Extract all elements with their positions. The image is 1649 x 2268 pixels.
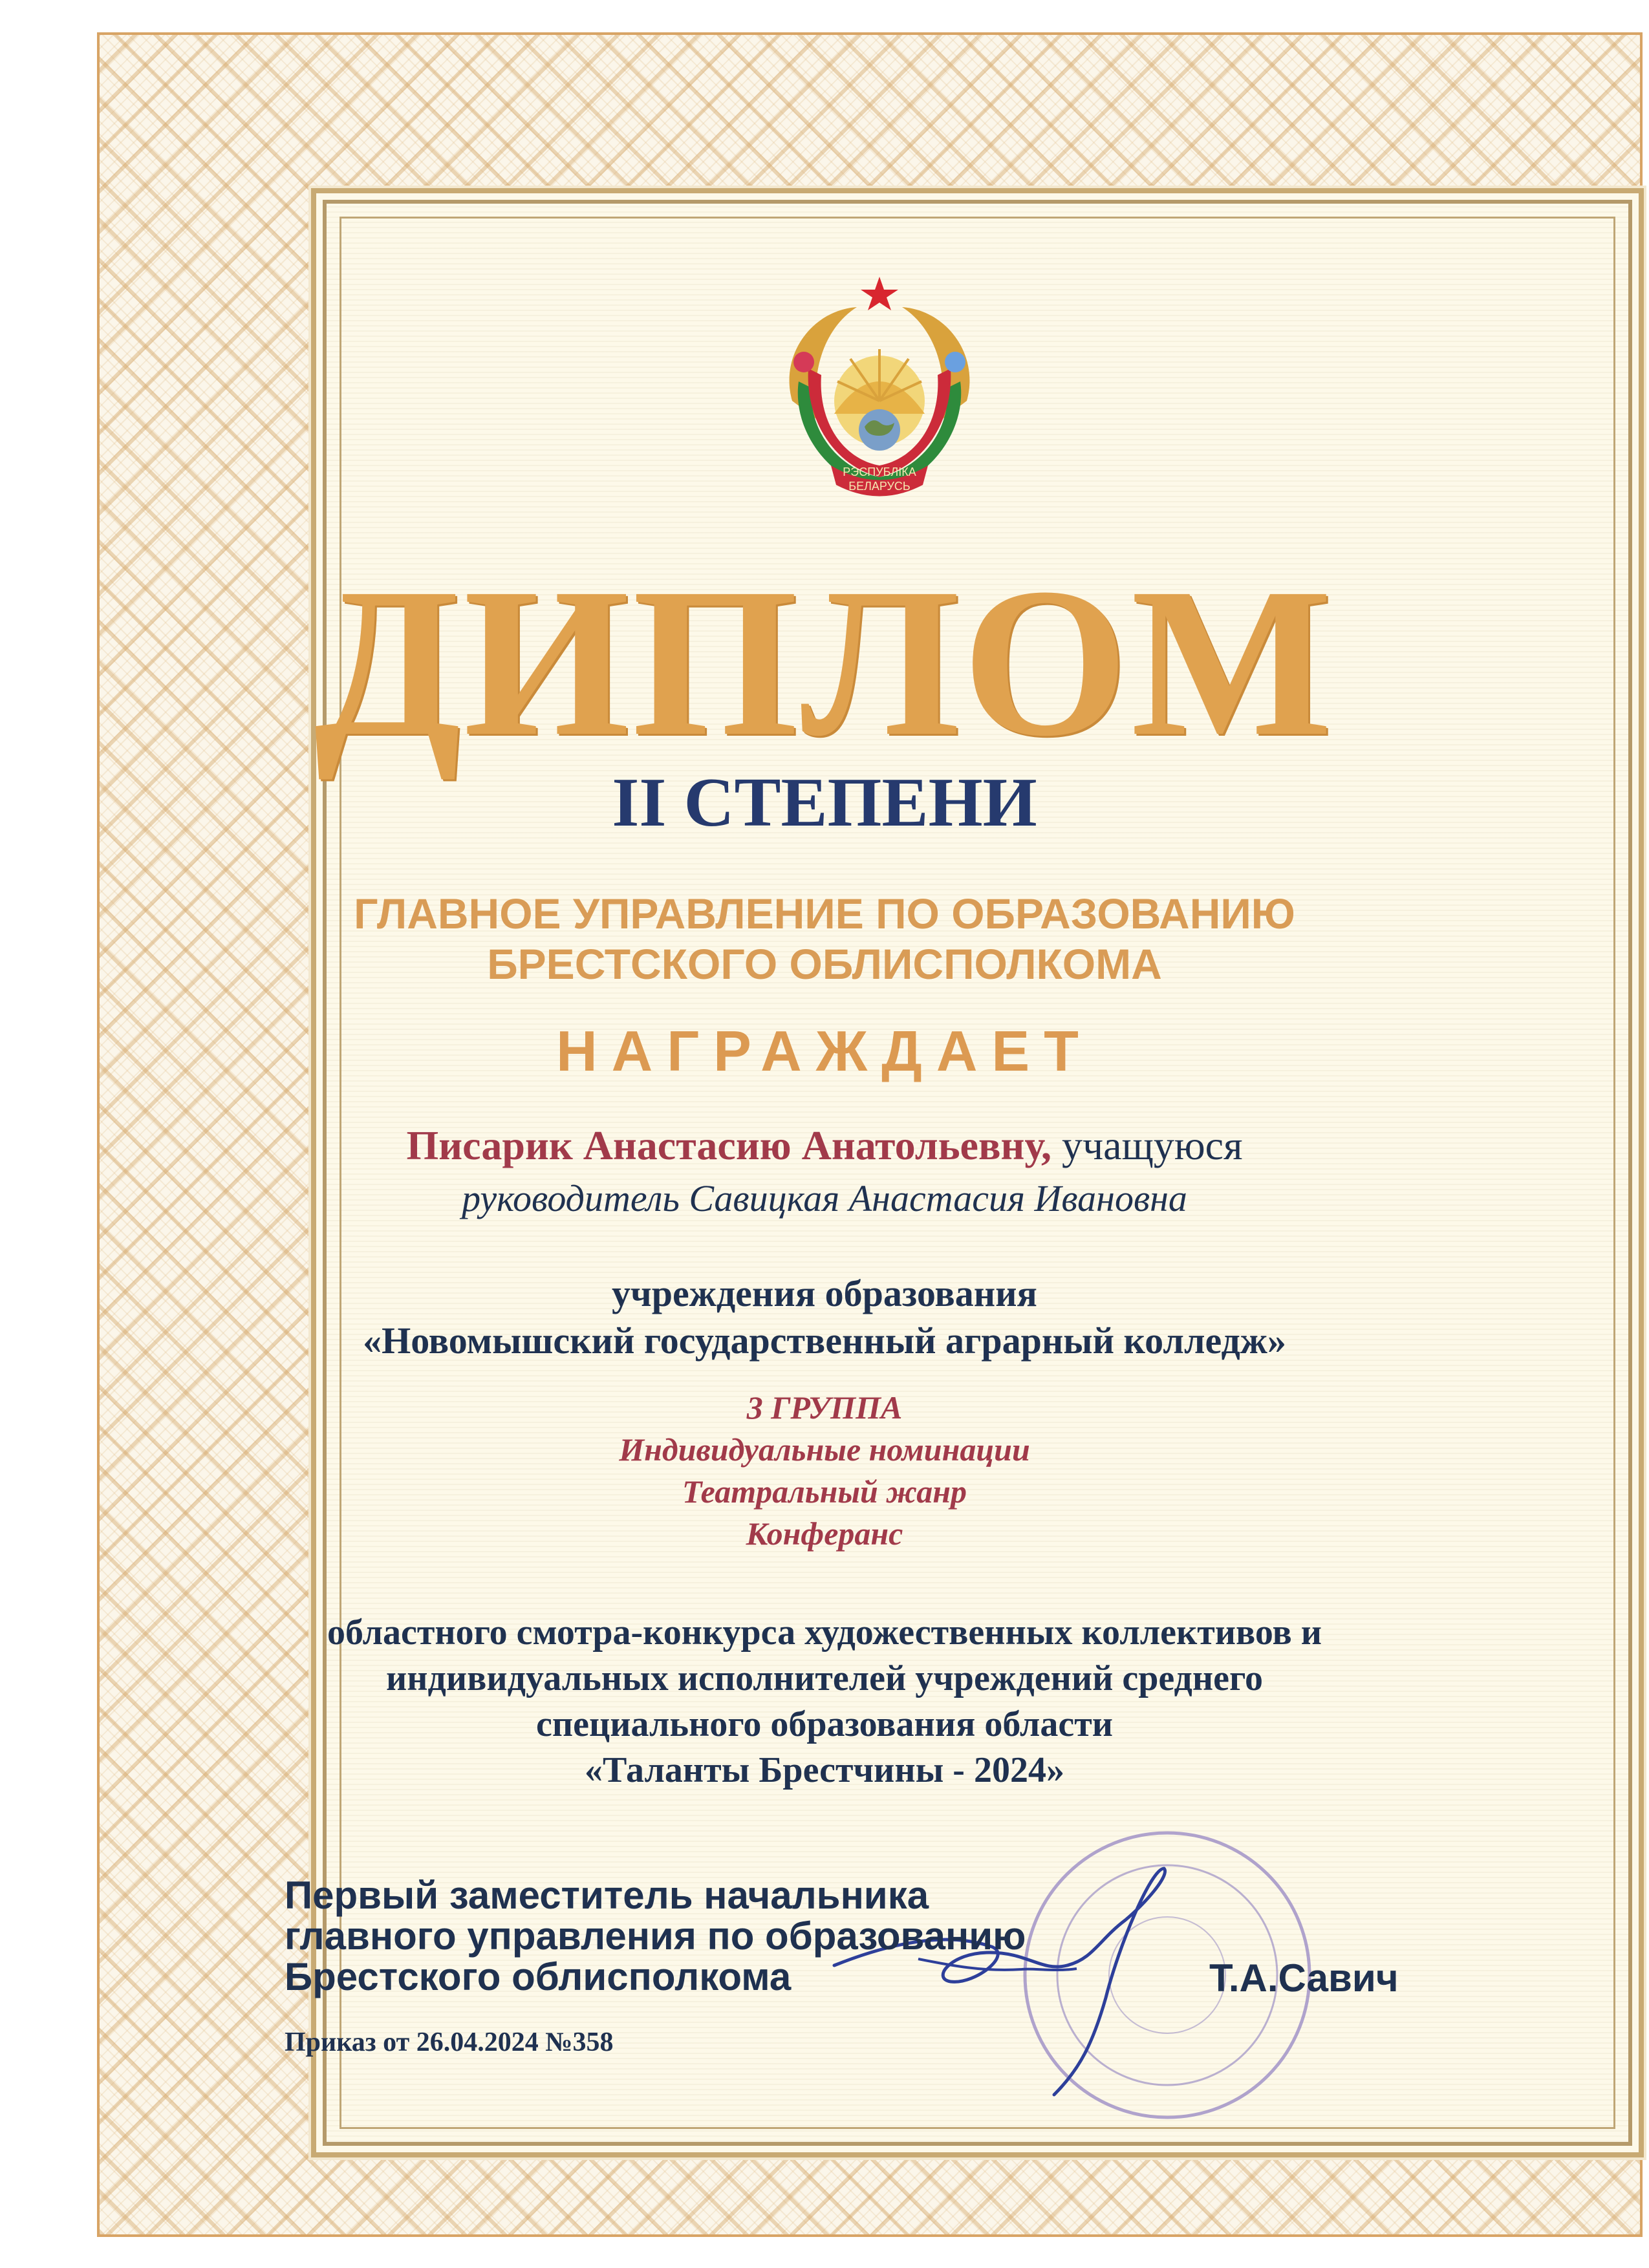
awards-heading: НАГРАЖДАЕТ <box>556 1019 1093 1083</box>
issuer-line-2: БРЕСТСКОГО ОБЛИСПОЛКОМА <box>487 939 1162 988</box>
category-nomination: Индивидуальные номинации <box>619 1431 1030 1468</box>
signatory-position <box>285 1875 1026 1997</box>
issuer-line-1: ГЛАВНОЕ УПРАВЛЕНИЕ ПО ОБРАЗОВАНИЮ <box>354 890 1295 937</box>
institution-block <box>0 1270 1649 1364</box>
signatory-line-3: Брестского облисполкома <box>285 1955 792 1998</box>
contest-line-2: индивидуальных исполнителей учреждений среднего <box>385 1658 1263 1699</box>
institution-line-1: учреждения образования <box>612 1272 1037 1314</box>
belarus-coat-of-arms-icon <box>753 272 1006 517</box>
signatory-line-1: Первый заместитель начальника <box>285 1874 929 1917</box>
recipient-line <box>0 1122 1649 1170</box>
category-block <box>0 1387 1649 1555</box>
contest-line-1: областного смотра-конкурса художественных коллективов и <box>327 1612 1322 1653</box>
recipient-role: учащуюся <box>1061 1122 1243 1168</box>
emblem-ribbon-bottom: БЕЛАРУСЬ <box>848 480 911 493</box>
recipient-name: Писарик Анастасию Анатольевну, <box>406 1122 1051 1168</box>
category-genre: Театральный жанр <box>682 1473 967 1510</box>
emblem-ribbon-top: РЭСПУБЛІКА <box>843 465 916 478</box>
signatory-line-2: главного управления по образованию <box>285 1914 1026 1958</box>
issuer-block <box>0 889 1649 990</box>
order-reference: Приказ от 26.04.2024 №358 <box>285 2027 614 2057</box>
diploma-degree: II СТЕПЕНИ <box>612 764 1037 841</box>
diploma-title: ДИПЛОМ <box>314 544 1335 780</box>
signatory-name: Т.А.Савич <box>1209 1956 1399 2000</box>
contest-line-4: «Таланты Брестчины - 2024» <box>585 1750 1064 1791</box>
institution-line-2: «Новомышский государственный аграрный колледж» <box>363 1319 1286 1362</box>
category-subgenre: Конферанс <box>746 1515 903 1552</box>
supervisor-line: руководитель Савицкая Анастасия Ивановна <box>462 1177 1187 1219</box>
category-group: 3 ГРУППА <box>746 1389 903 1426</box>
contest-block <box>0 1610 1649 1793</box>
contest-line-3: специального образования области <box>536 1704 1113 1745</box>
